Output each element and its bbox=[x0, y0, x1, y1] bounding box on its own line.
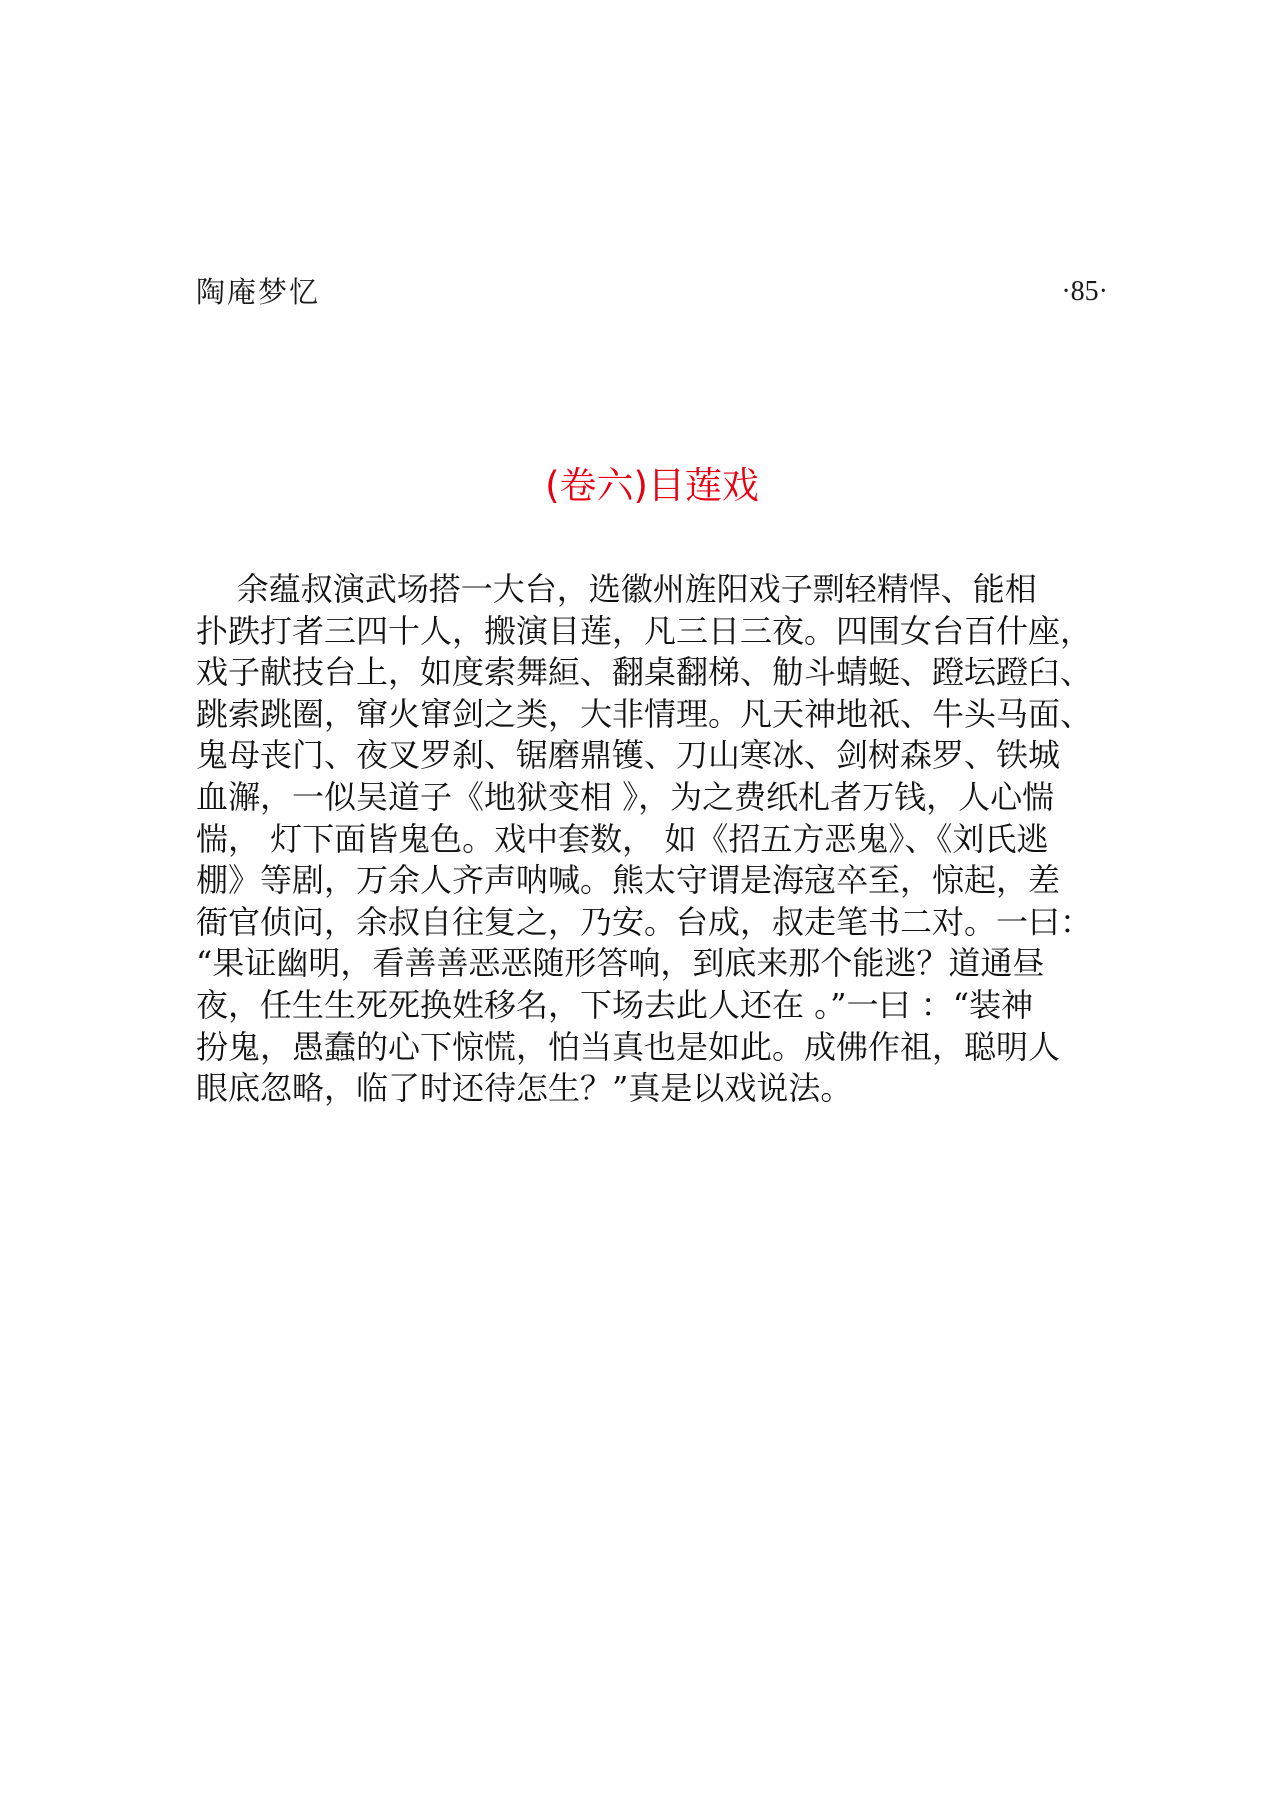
book-title: 陶庵梦忆 bbox=[196, 275, 321, 309]
chapter-title: (卷六)目莲戏 bbox=[545, 464, 759, 507]
page-number: ·85· bbox=[1061, 276, 1108, 307]
body-line: 扮鬼，愚蠢的心下惊慌，怕当真也是如此。成佛作祖，聪明人 bbox=[196, 1027, 1061, 1066]
body-line: 扑跌打者三四十人，搬演目莲，凡三日三夜。四围女台百什座， bbox=[196, 611, 1093, 650]
body-line: 眼底忽略，临了时还待怎生？”真是以戏说法。 bbox=[196, 1069, 853, 1108]
body-line: 夜，任生生死死换姓移名，下场去此人还在 。”一曰 ：“装神 bbox=[196, 985, 1034, 1024]
body-line: 惴， 灯下面皆鬼色。戏中套数， 如《招五方恶鬼》、《刘氏逃 bbox=[196, 819, 1049, 858]
body-line: “果证幽明，看善善恶恶随形答响，到底来那个能逃？道通昼 bbox=[196, 944, 1045, 983]
body-line: 戏子献技台上，如度索舞絙、翻桌翻梯、觔斗蜻蜓、蹬坛蹬臼、 bbox=[196, 653, 1093, 692]
body-line: 跳索跳圈，窜火窜剑之类，大非情理。凡天神地祇、牛头马面、 bbox=[196, 694, 1093, 733]
body-line: 棚》等剧，万余人齐声呐喊。熊太守谓是海寇卒至，惊起，差 bbox=[196, 861, 1061, 900]
body-paragraph bbox=[196, 569, 1108, 1110]
body-line: 余蕴叔演武场搭一大台，选徽州旌阳戏子剽轻精悍、能相 bbox=[196, 570, 1037, 608]
body-line: 血澥，一似吴道子《地狱变相 》，为之费纸札者万钱，人心惴 bbox=[196, 777, 1055, 816]
body-line: 鬼母丧门、夜叉罗刹、锯磨鼎镬、刀山寒冰、剑树森罗、铁城 bbox=[196, 736, 1061, 775]
running-header bbox=[196, 270, 1108, 314]
body-line: 衙官侦问，余叔自往复之，乃安。台成，叔走笔书二对。一曰： bbox=[196, 902, 1093, 941]
